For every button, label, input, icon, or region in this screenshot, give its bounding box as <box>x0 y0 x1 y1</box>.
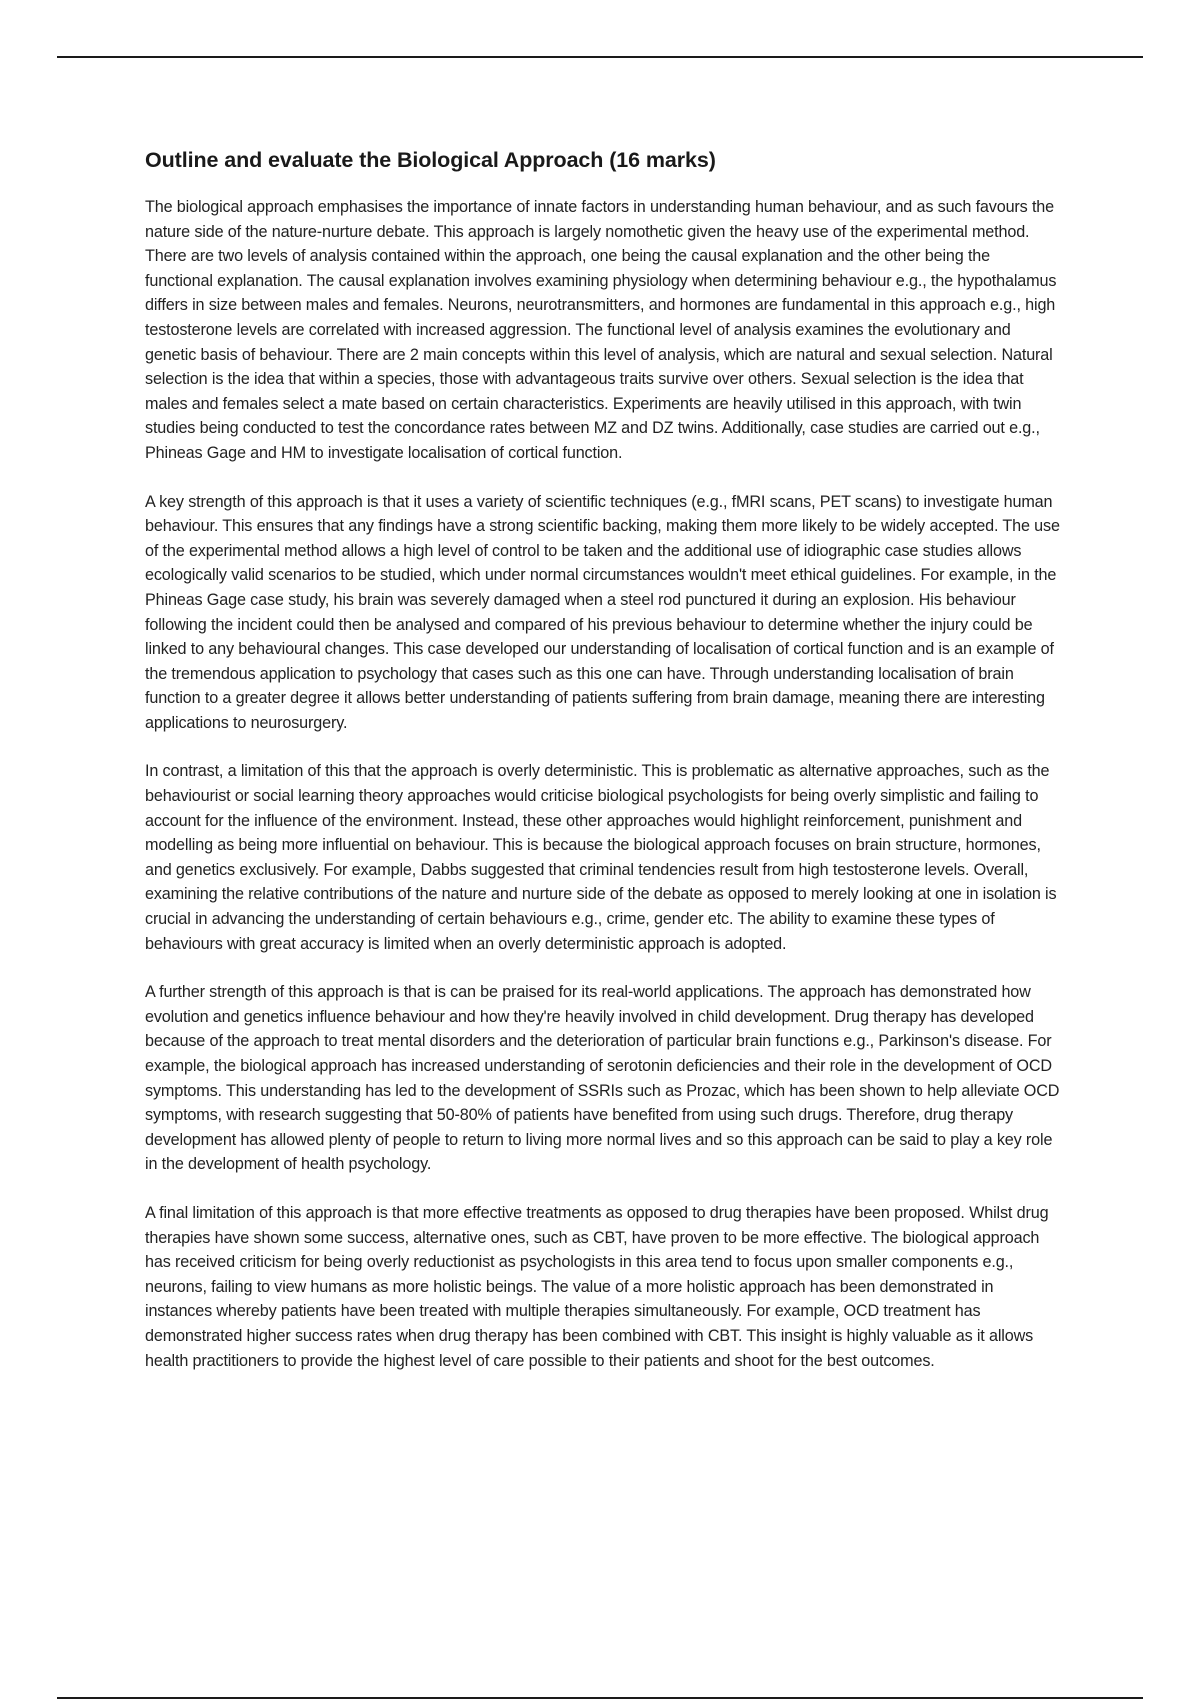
paragraph-limitation-deterministic: In contrast, a limitation of this that the approach is overly deterministic. This is problematic as alternative approaches, such as the behaviourist or social learning theory approaches would criticise biological psychologists for being overly simplistic and failing to account for the influence of the environment. Instead, these other approaches would highlight reinforcement, punishment and modelling as being more influential on behaviour. This is because the biological approach focuses on brain structure, hormones, and genetics exclusively. For example, Dabbs suggested that criminal tendencies result from high testosterone levels. Overall, examining the relative contributions of the nature and nurture side of the debate as opposed to merely looking at one in isolation is crucial in advancing the understanding of certain behaviours e.g., crime, gender etc. The ability to examine these types of behaviours with great accuracy is limited when an overly deterministic approach is adopted. <box>145 762 1057 953</box>
paragraph-introduction: The biological approach emphasises the importance of innate factors in understanding human behaviour, and as such favours the nature side of the nature-nurture debate. This approach is largely nomothetic given the heavy use of the experimental method. There are two levels of analysis contained within the approach, one being the causal explanation and the other being the functional explanation. The causal explanation involves examining physiology when determining behaviour e.g., the hypothalamus differs in size between males and females. Neurons, neurotransmitters, and hormones are fundamental in this approach e.g., high testosterone levels are correlated with increased aggression. The functional level of analysis examines the evolutionary and genetic basis of behaviour. There are 2 main concepts within this level of analysis, which are natural and sexual selection. Natural selection is the idea that within a species, those with advantageous traits survive over others. Sexual selection is the idea that males and females select a mate based on certain characteristics. Experiments are heavily utilised in this approach, with twin studies being conducted to test the concordance rates between MZ and DZ twins. Additionally, case studies are carried out e.g., Phineas Gage and HM to investigate localisation of cortical function. <box>145 198 1057 462</box>
paragraph-strength-scientific: A key strength of this approach is that it uses a variety of scientific techniques (e.g., fMRI scans, PET scans) to investigate human behaviour. This ensures that any findings have a strong scientific backing, making them more likely to be widely accepted. The use of the experimental method allows a high level of control to be taken and the additional use of idiographic case studies allows ecologically valid scenarios to be studied, which under normal circumstances wouldn't meet ethical guidelines. For example, in the Phineas Gage case study, his brain was severely damaged when a steel rod punctured it during an explosion. His behaviour following the incident could then be analysed and compared of his previous behaviour to determine whether the injury could be linked to any behavioural changes. This case developed our understanding of localisation of cortical function and is an example of the tremendous application to psychology that cases such as this one can have. Through understanding localisation of brain function to a greater degree it allows better understanding of patients suffering from brain damage, meaning there are interesting applications to neurosurgery. <box>145 492 1060 732</box>
document-body <box>145 145 1060 1397</box>
footer-rule <box>57 1697 1143 1699</box>
header-rule <box>57 56 1143 58</box>
document-title: Outline and evaluate the Biological Approach (16 marks) <box>145 148 716 172</box>
paragraph-strength-applications: A further strength of this approach is that is can be praised for its real-world applications. The approach has demonstrated how evolution and genetics influence behaviour and how they're heavily involved in child development. Drug therapy has developed because of the approach to treat mental disorders and the deterioration of particular brain functions e.g., Parkinson's disease. For example, the biological approach has increased understanding of serotonin deficiencies and their role in the development of OCD symptoms. This understanding has led to the development of SSRIs such as Prozac, which has been shown to help alleviate OCD symptoms, with research suggesting that 50-80% of patients have benefited from using such drugs. Therefore, drug therapy development has allowed plenty of people to return to living more normal lives and so this approach can be said to play a key role in the development of health psychology. <box>145 983 1060 1174</box>
paragraph-limitation-treatments: A final limitation of this approach is that more effective treatments as opposed to drug therapies have been proposed. Whilst drug therapies have shown some success, alternative ones, such as CBT, have proven to be more effective. The biological approach has received criticism for being overly reductionist as psychologists in this area tend to focus upon smaller components e.g., neurons, failing to view humans as more holistic beings. The value of a more holistic approach has been demonstrated in instances whereby patients have been treated with multiple therapies simultaneously. For example, OCD treatment has demonstrated higher success rates when drug therapy has been combined with CBT. This insight is highly valuable as it allows health practitioners to provide the highest level of care possible to their patients and shoot for the best outcomes. <box>145 1203 1049 1370</box>
